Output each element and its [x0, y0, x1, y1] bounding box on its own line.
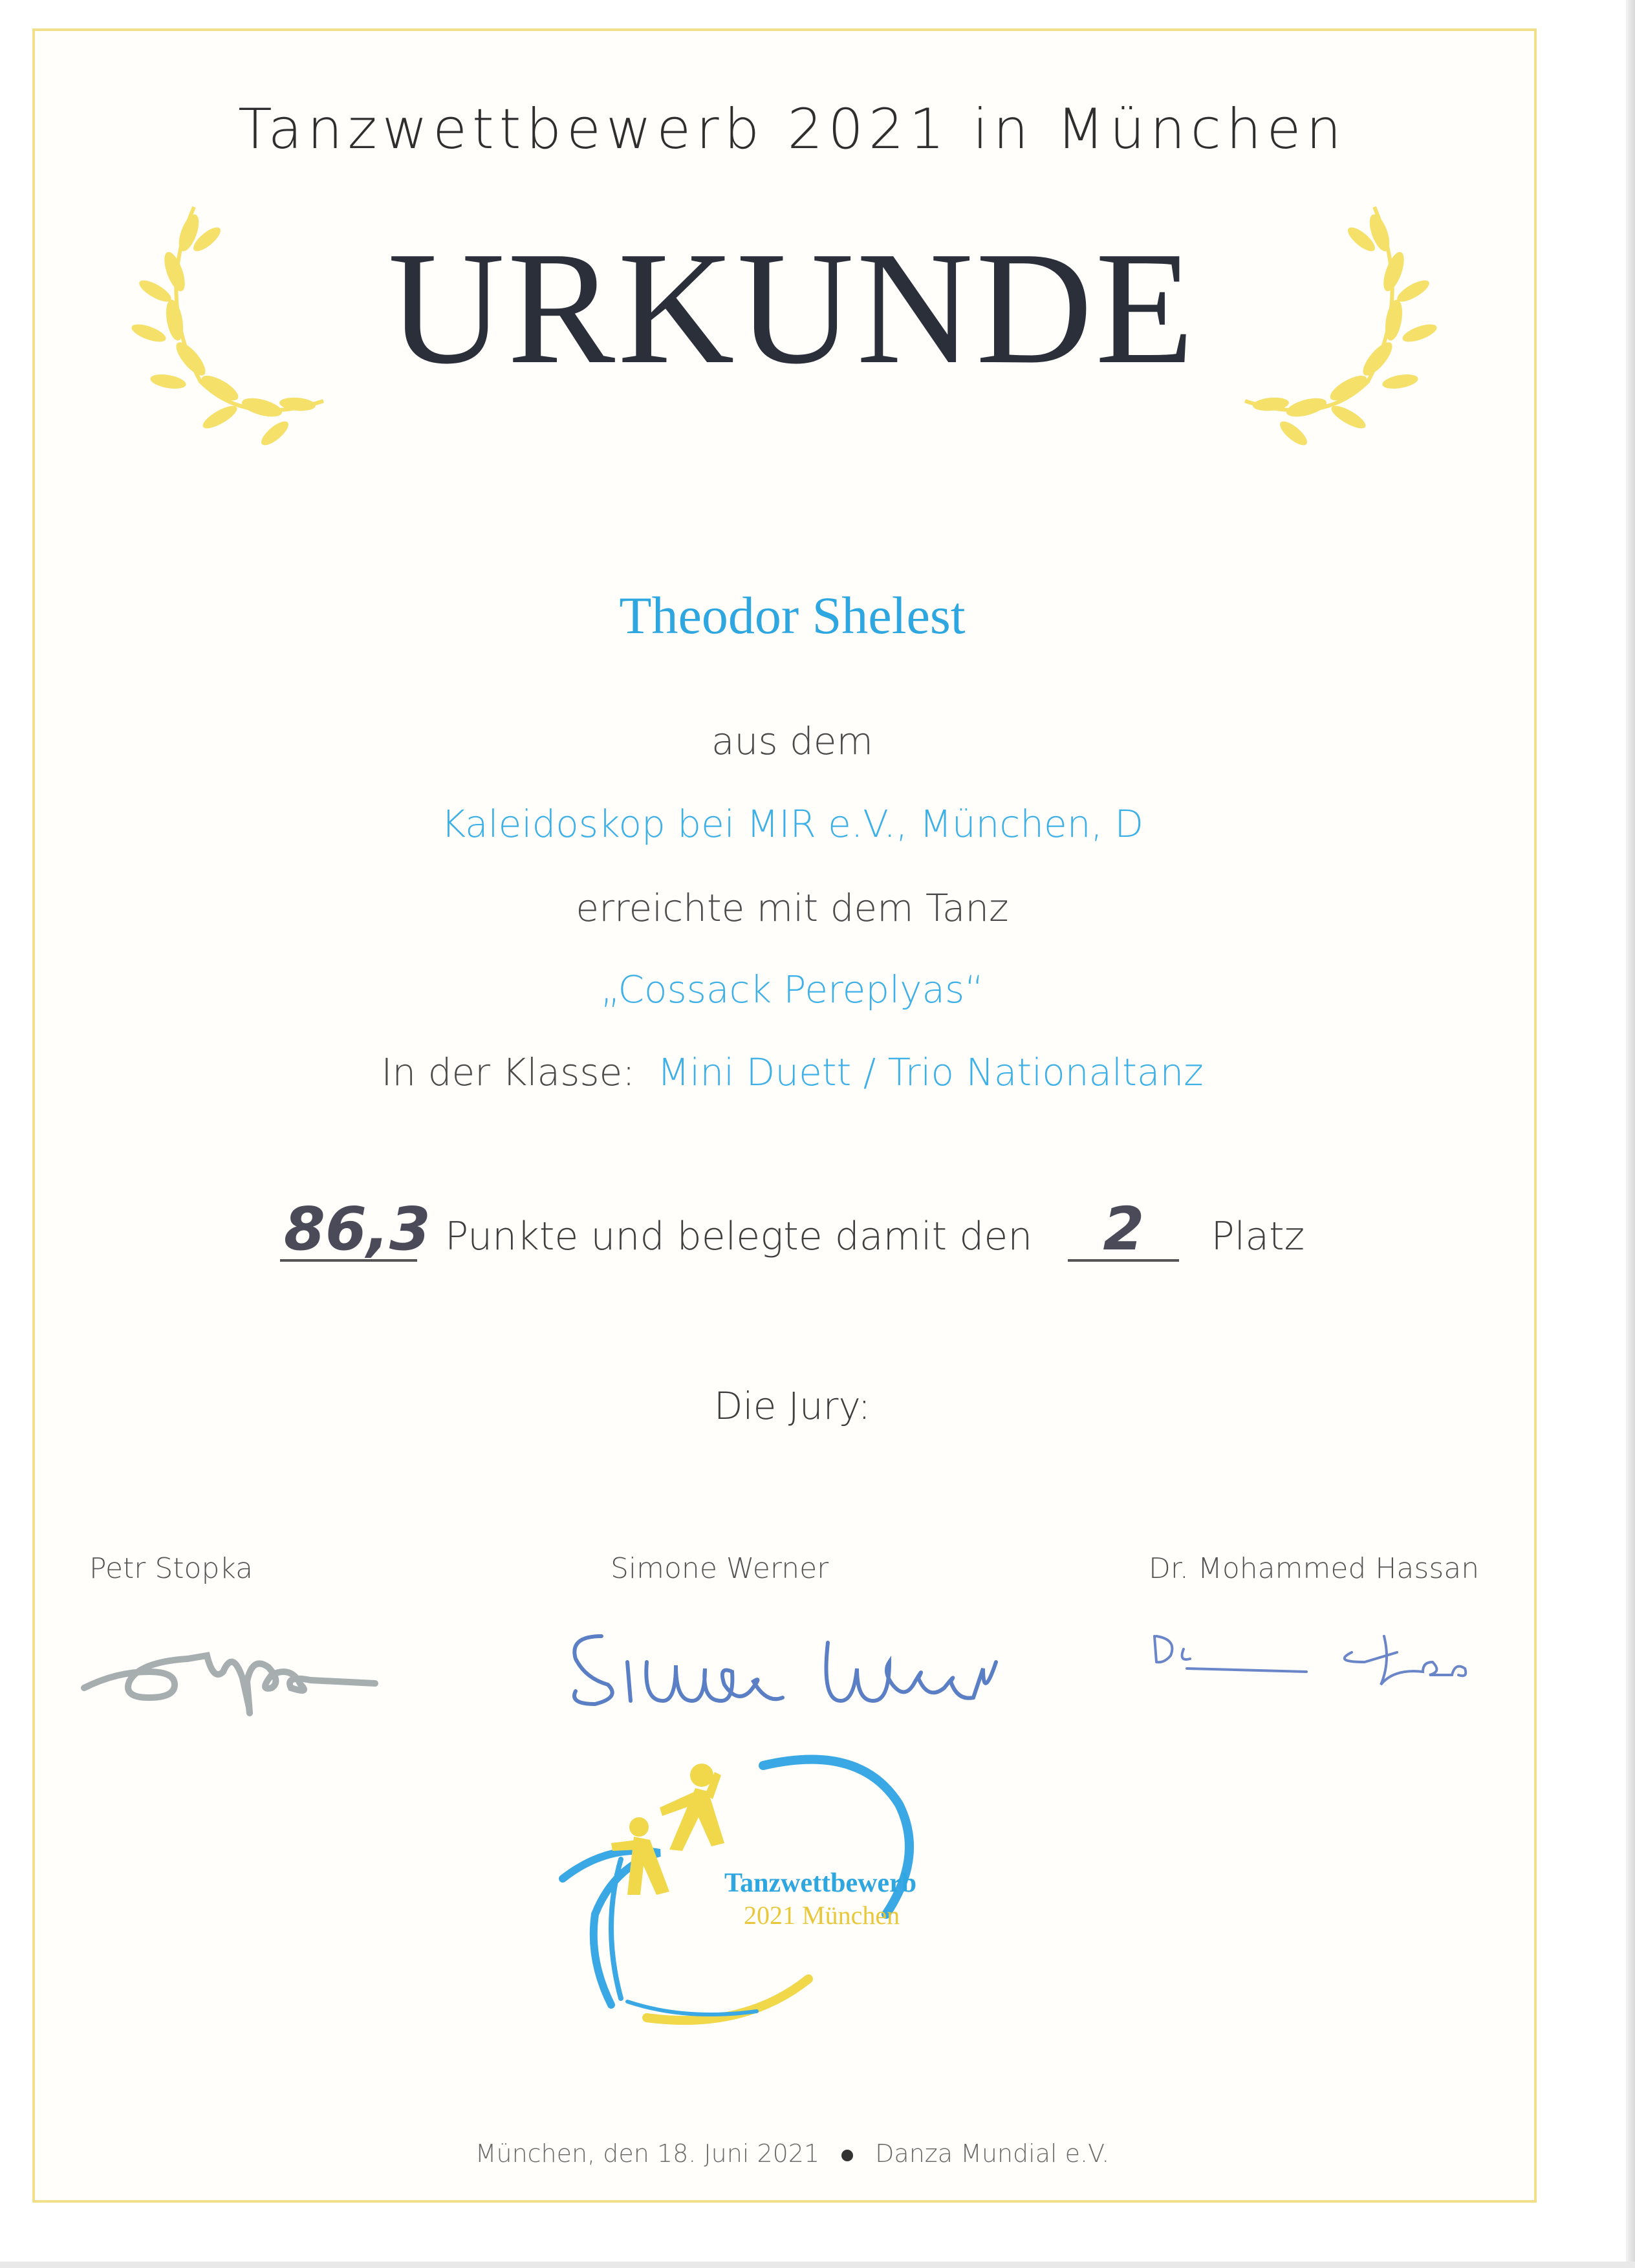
dance-title: „Cossack Pereplyas“	[600, 967, 984, 1011]
logo-text-1: Tanzwettbewerb	[724, 1868, 917, 1898]
achieved-label: erreichte mit dem Tanz	[576, 886, 1009, 930]
place-value: 2	[1068, 1200, 1179, 1262]
class-line	[0, 1050, 1585, 1094]
signature-3	[1138, 1623, 1488, 1707]
recipient-name: Theodor Shelest	[619, 586, 966, 645]
footer-organization: Danza Mundial e.V.	[875, 2139, 1110, 2168]
dancers-logo-icon	[550, 1746, 1041, 2037]
points-text: Punkte und belegte damit den	[444, 1214, 1033, 1259]
footer-place-date: München, den 18. Juni 2021	[475, 2139, 820, 2168]
scan-bottom-edge	[0, 2262, 1635, 2268]
from-label: aus dem	[711, 719, 873, 763]
class-label: In der Klasse:	[381, 1050, 635, 1094]
place-label: Platz	[1211, 1214, 1305, 1259]
footer	[0, 2139, 1585, 2168]
score-value: 86,3	[280, 1200, 417, 1262]
bullet-dot-icon	[841, 2150, 853, 2161]
event-title: Tanzwettbewerb 2021 in München	[238, 97, 1347, 162]
logo-text-2: 2021 München	[744, 1901, 900, 1930]
signature-1	[78, 1610, 382, 1733]
laurel-right-icon	[1232, 194, 1439, 453]
signature-2	[556, 1610, 1035, 1727]
score-line	[0, 1194, 1585, 1264]
club-name: Kaleidoskop bei MIR e.V., München, D	[441, 802, 1143, 846]
document-title: URKUNDE	[387, 219, 1197, 398]
jury-label: Die Jury:	[713, 1384, 871, 1428]
juror-name-1: Petr Stopka	[89, 1552, 254, 1585]
juror-name-3: Dr. Mohammed Hassan	[1149, 1552, 1480, 1585]
scan-edge	[1626, 0, 1635, 2268]
class-value: Mini Duett / Trio Nationaltanz	[657, 1050, 1204, 1094]
juror-name-2: Simone Werner	[611, 1552, 829, 1585]
